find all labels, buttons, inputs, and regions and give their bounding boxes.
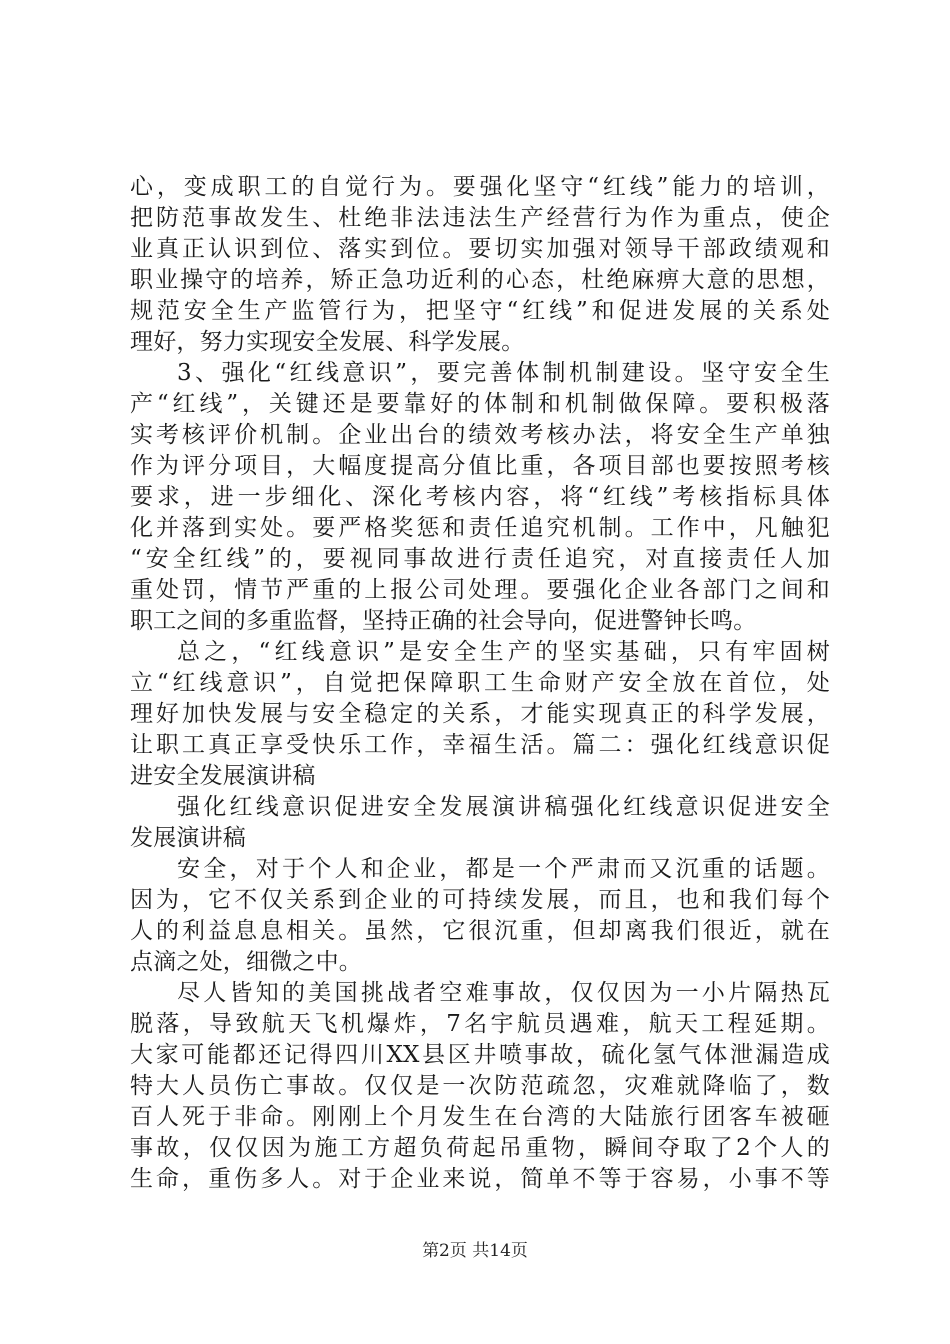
paragraph-start-line: 3、强化“红线意识”，要完善体制机制建设。坚守安全生: [177, 360, 830, 386]
text-line: 职业操守的培养，矫正急功近利的心态，杜绝麻痹大意的思想，: [130, 267, 830, 293]
text-line: 人的利益息息相关。虽然，它很沉重，但却离我们很近，就在: [130, 918, 830, 944]
text-line: 业真正认识到位、落实到位。要切实加强对领导干部政绩观和: [130, 236, 830, 262]
page-number-footer: 第2页 共14页: [422, 1241, 528, 1261]
text-line: 事故，仅仅因为施工方超负荷起吊重物，瞬间夺取了2个人的: [130, 1135, 830, 1161]
text-line: 脱落，导致航天飞机爆炸，7名宇航员遇难，航天工程延期。: [130, 1011, 830, 1037]
text-line: 化并落到实处。要严格奖惩和责任追究机制。工作中，凡触犯: [130, 515, 830, 541]
text-line: 把防范事故发生、杜绝非法违法生产经营行为作为重点，使企: [130, 205, 830, 231]
text-line: 心，变成职工的自觉行为。要强化坚守“红线”能力的培训，: [130, 174, 830, 200]
text-line: 要求，进一步细化、深化考核内容，将“红线”考核指标具体: [130, 484, 830, 510]
paragraph-start-line: 总之，“红线意识”是安全生产的坚实基础，只有牢固树: [177, 639, 830, 665]
paragraph-start-line: 强化红线意识促进安全发展演讲稿强化红线意识促进安全: [177, 794, 830, 820]
text-line: 生命，重伤多人。对于企业来说，简单不等于容易，小事不等: [130, 1166, 830, 1192]
text-line: 立“红线意识”，自觉把保障职工生命财产安全放在首位，处: [130, 670, 830, 696]
paragraph-start-line: 尽人皆知的美国挑战者空难事故，仅仅因为一小片隔热瓦: [177, 980, 830, 1006]
text-line: 大家可能都还记得四川XX县区井喷事故，硫化氢气体泄漏造成: [130, 1042, 830, 1068]
text-line: “安全红线”的，要视同事故进行责任追究，对直接责任人加: [130, 546, 830, 572]
text-line: 因为，它不仅关系到企业的可持续发展，而且，也和我们每个: [130, 887, 830, 913]
text-line: 进安全发展演讲稿: [130, 763, 316, 789]
text-line: 让职工真正享受快乐工作，幸福生活。篇二：强化红线意识促: [130, 732, 830, 758]
paragraph-start-line: 安全，对于个人和企业，都是一个严肃而又沉重的话题。: [177, 856, 830, 882]
text-line: 百人死于非命。刚刚上个月发生在台湾的大陆旅行团客车被砸: [130, 1104, 830, 1130]
text-line: 发展演讲稿: [130, 825, 246, 851]
text-line: 作为评分项目，大幅度提高分值比重，各项目部也要按照考核: [130, 453, 830, 479]
text-line: 理好加快发展与安全稳定的关系，才能实现真正的科学发展，: [130, 701, 830, 727]
text-line: 特大人员伤亡事故。仅仅是一次防范疏忽，灾难就降临了，数: [130, 1073, 830, 1099]
text-line: 重处罚，情节严重的上报公司处理。要强化企业各部门之间和: [130, 577, 830, 603]
text-line: 产“红线”，关键还是要靠好的体制和机制做保障。要积极落: [130, 391, 830, 417]
text-line: 理好，努力实现安全发展、科学发展。: [130, 329, 525, 355]
text-line: 实考核评价机制。企业出台的绩效考核办法，将安全生产单独: [130, 422, 830, 448]
text-line: 职工之间的多重监督，坚持正确的社会导向，促进警钟长鸣。: [130, 608, 757, 634]
text-line: 规范安全生产监管行为，把坚守“红线”和促进发展的关系处: [130, 298, 830, 324]
document-body: [130, 172, 830, 1195]
text-line: 点滴之处，细微之中。: [130, 949, 362, 975]
